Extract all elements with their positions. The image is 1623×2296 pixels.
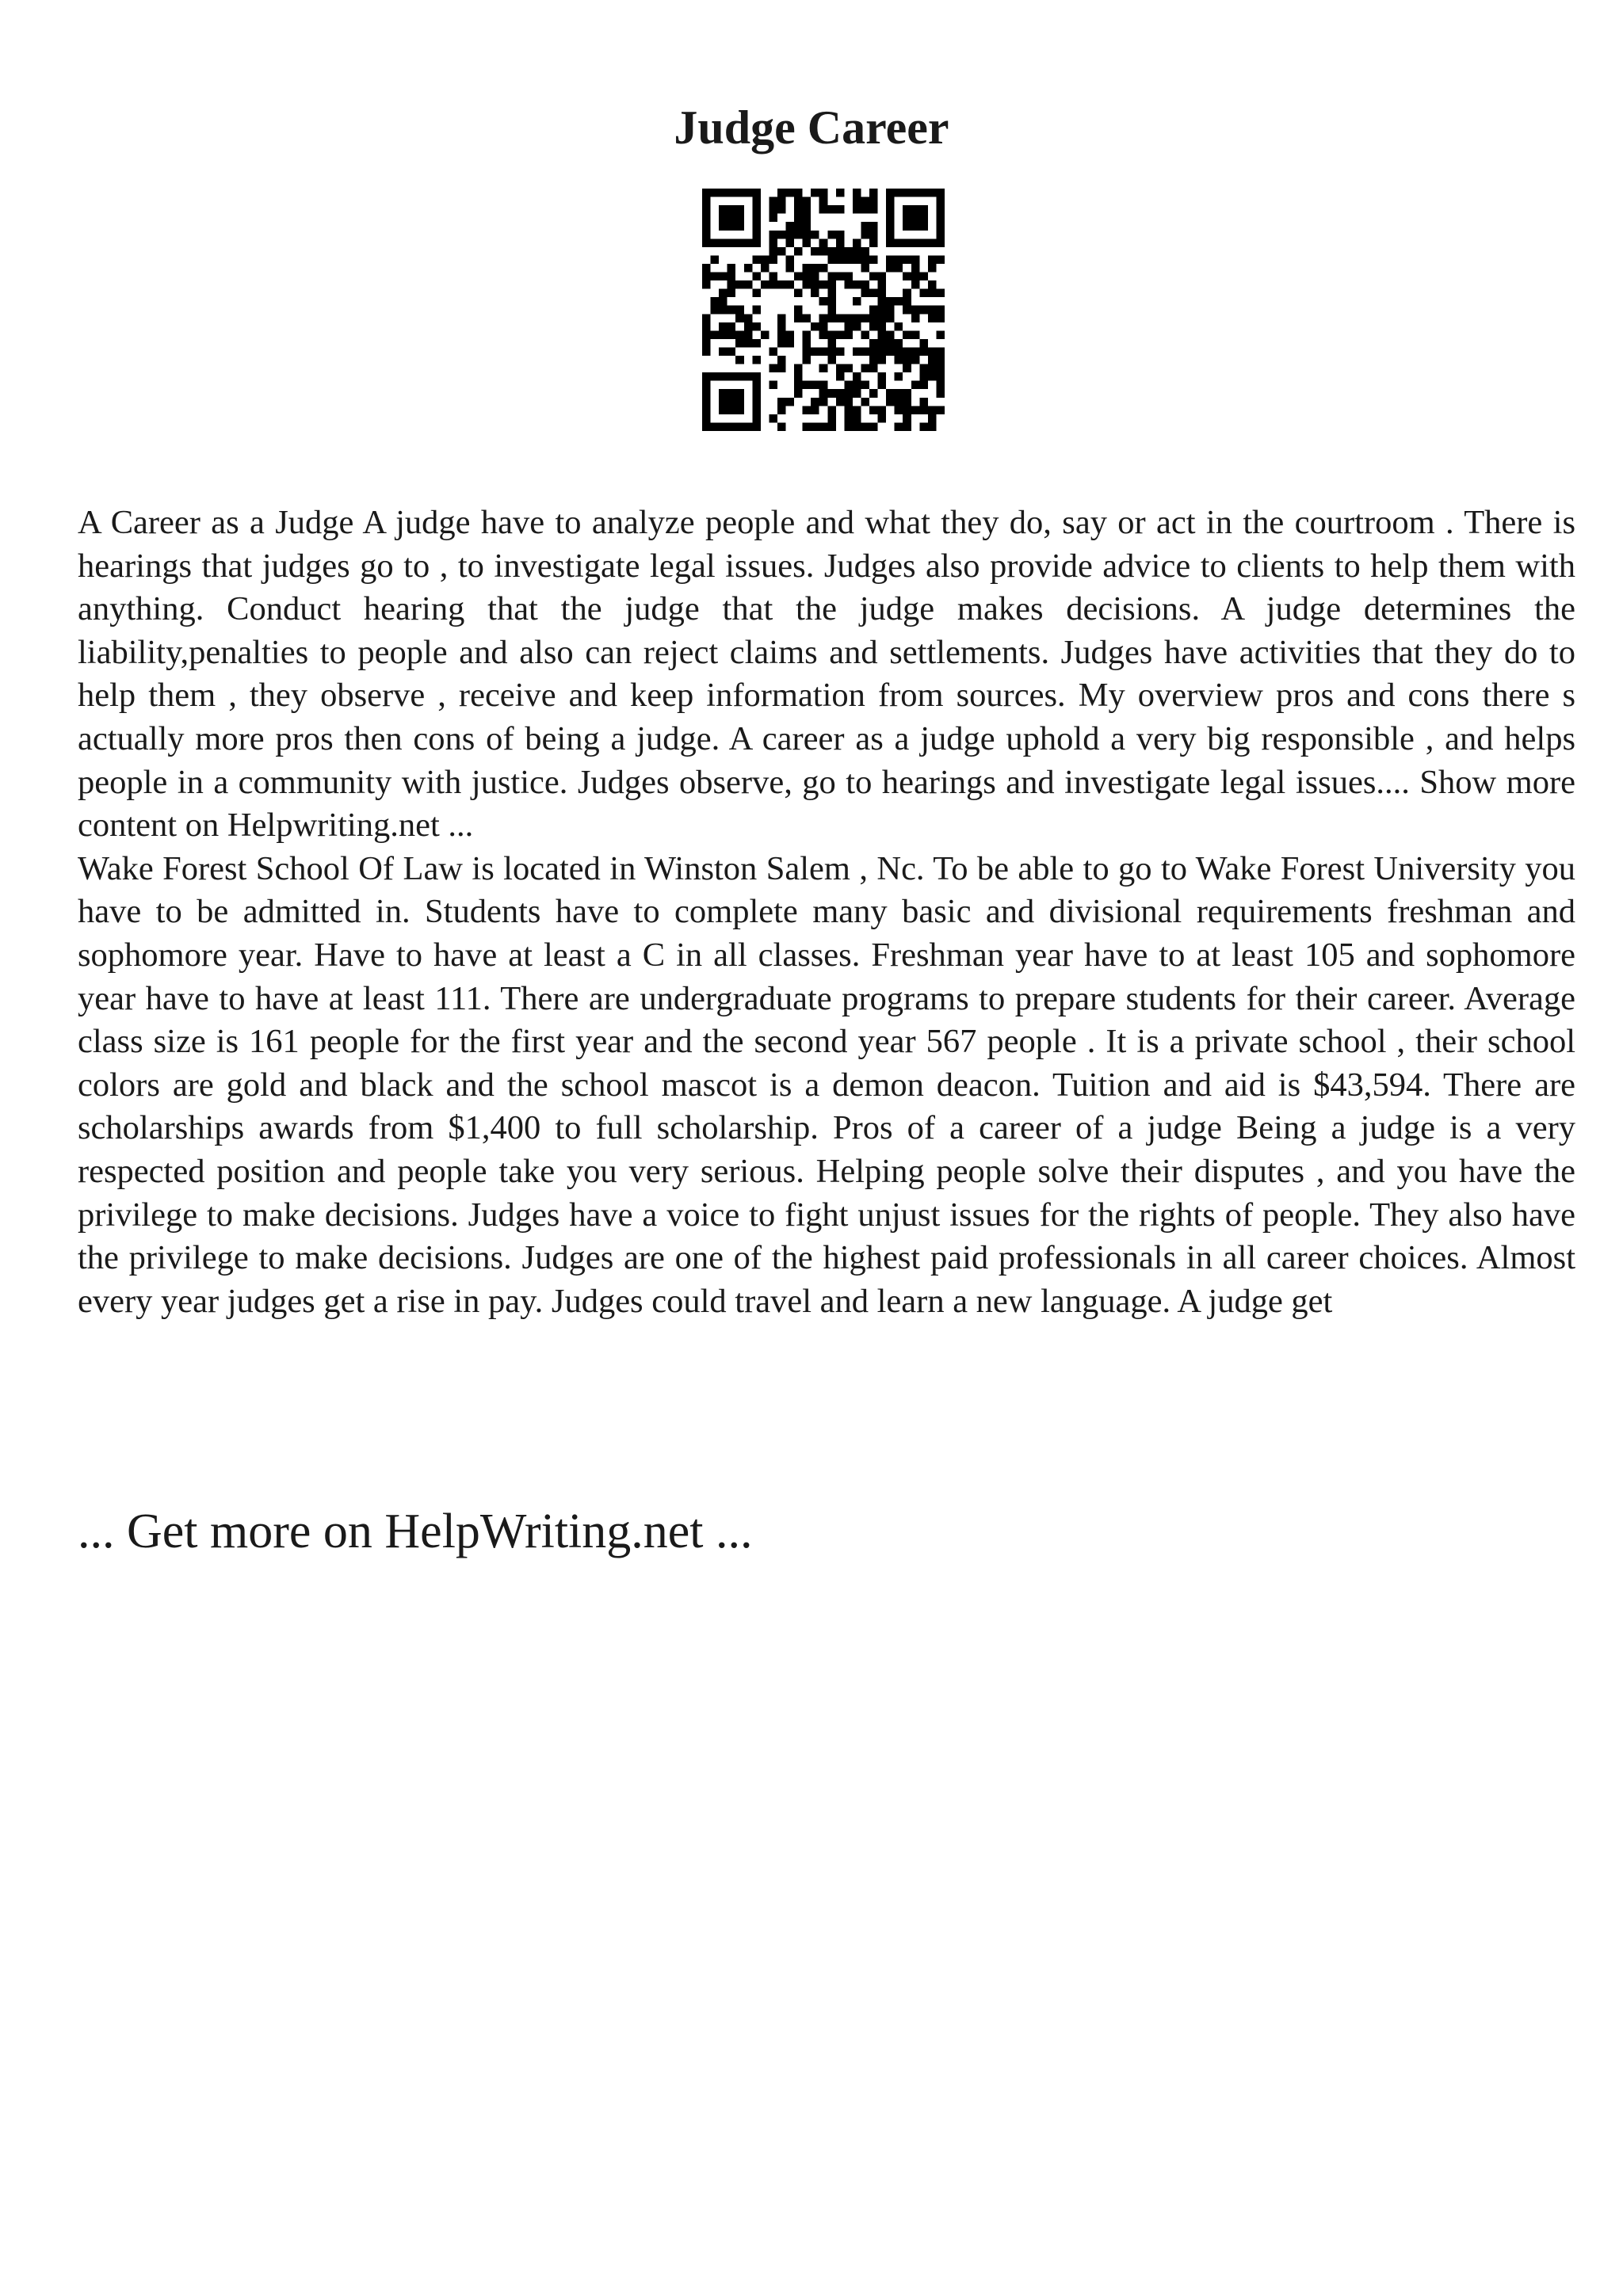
paragraph: Wake Forest School Of Law is located in Winston Salem , Nc. To be able to go to Wake Forest University you have to be admitted in. Students have to complete many basic and divisional requirements freshman and sophomore year. Have to have at least a C in all classes. Freshman year have to at least 105 and sophomore year have to have at least 111. There are undergraduate programs to prepare students for their career. Average class size is 161 people for the first year and the second year 567 people . It is a private school , their school colors are gold and black and the school mascot is a demon deacon. Tuition and aid is $43,594. There are scholarships awards from $1,400 to full scholarship. Pros of a career of a judge Being a judge is a very respected position and people take you very serious. Helping people solve their disputes , and you have the privilege to make decisions. Judges have a voice to fight unjust issues for the rights of people. They also have the privilege to make decisions. Judges are one of the highest paid professionals in all career choices. Almost every year judges get a rise in pay. Judges could travel and learn a new language. A judge get xyxy=(78,849,1575,1320)
get-more-link[interactable]: ... Get more on HelpWriting.net ... xyxy=(78,1505,753,1558)
article-body xyxy=(78,502,1575,1323)
page-title: Judge Career xyxy=(674,101,949,154)
qr-code-icon xyxy=(702,189,945,431)
paragraph: A Career as a Judge A judge have to analyze people and what they do, say or act in the courtroom . There is hearings that judges go to , to investigate legal issues. Judges also provide advice to clients to help them with anything. Conduct hearing that the judge that the judge makes decisions. A judge determines the liability,penalties to people and also can reject claims and settlements. Judges have activities that they do to help them , they observe , receive and keep information from sources. My overview pros and cons there s actually more pros then cons of being a judge. A career as a judge uphold a very big responsible , and helps people in a community with justice. Judges observe, go to hearings and investigate legal issues.... Show more content on Helpwriting.net ... xyxy=(78,504,1575,845)
